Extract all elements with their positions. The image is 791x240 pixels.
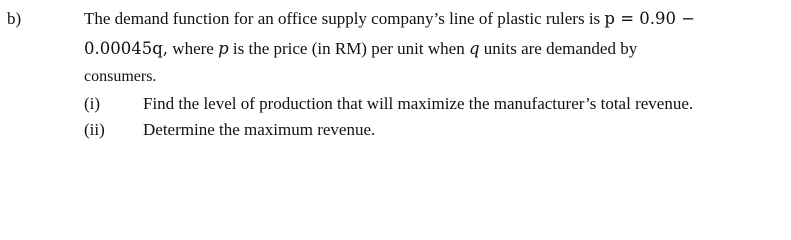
price-variable: p (218, 39, 229, 58)
question-text-3: consumers. (84, 68, 157, 85)
question-line-3 (84, 67, 156, 87)
demand-equation-end: 0.00045q, (84, 39, 169, 58)
question-line-1 (84, 9, 695, 29)
demand-equation-start: p = 0.90 − (604, 9, 696, 28)
sub-question-number: (ii) (84, 120, 105, 139)
sub-question-number: (i) (84, 94, 101, 113)
question-text-2c: units are demanded by (479, 39, 638, 58)
question-line-2 (84, 39, 637, 59)
question-text-2a: where (168, 39, 219, 58)
sub-question-text: Determine the maximum revenue. (143, 120, 376, 139)
question-text-2b: is the price (in RM) per unit when (228, 39, 469, 58)
question-text-1: The demand function for an office supply company’s line of plastic rulers is (84, 9, 605, 28)
quantity-variable: q (468, 39, 480, 58)
sub-question-text: Find the level of production that will maximize the manufacturer’s total revenue. (143, 94, 694, 113)
question-label: b) (7, 9, 22, 28)
